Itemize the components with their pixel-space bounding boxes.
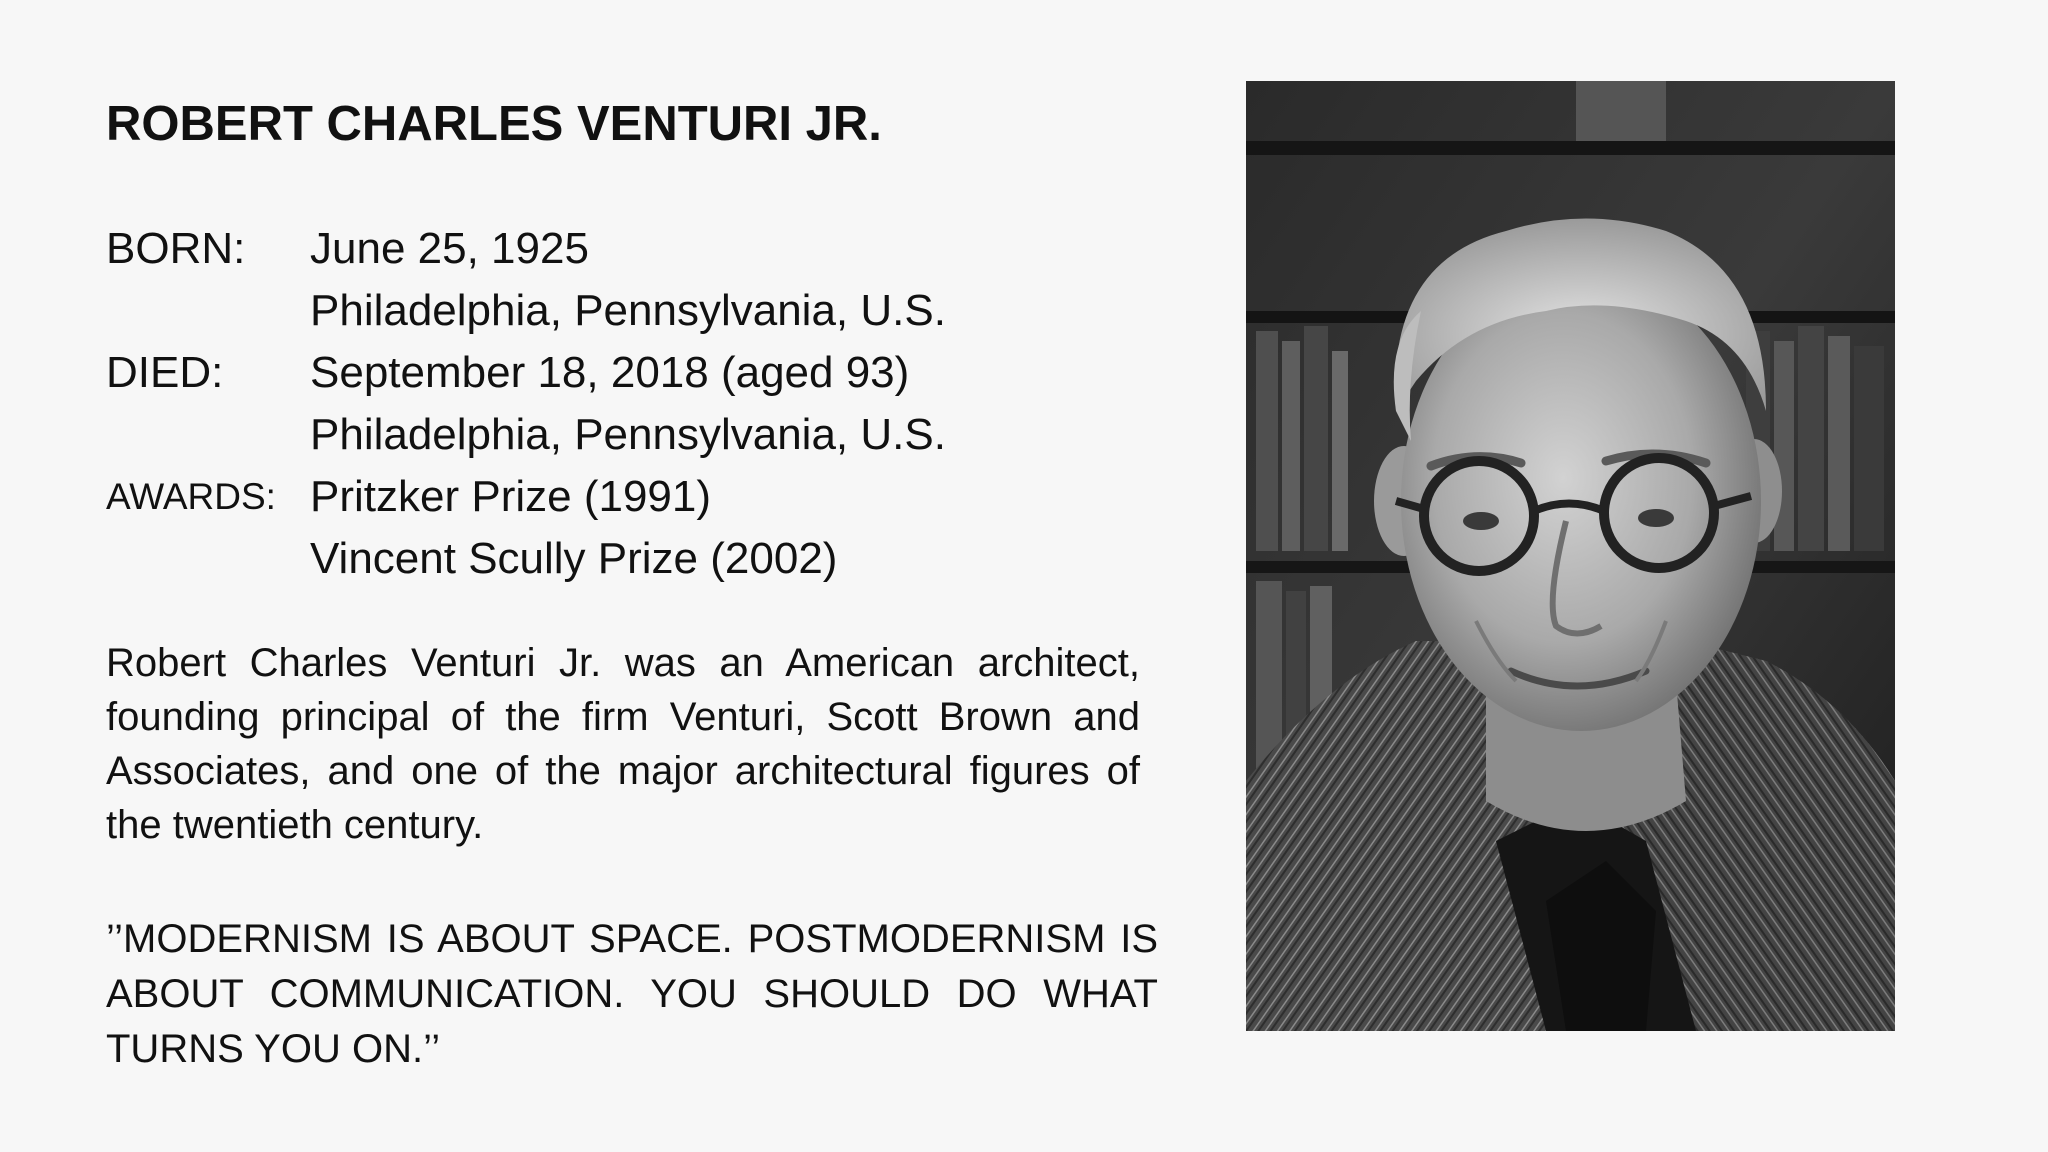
fact-row-born: [106, 218, 1156, 280]
fact-value-died-date: September 18, 2018 (aged 93): [310, 348, 910, 397]
portrait-photo: [1246, 81, 1895, 1031]
fact-row-died-place: [106, 404, 1156, 466]
slide-title: ROBERT CHARLES VENTURI JR.: [106, 97, 882, 151]
fact-value-award-pritzker: Pritzker Prize (1991): [310, 472, 712, 521]
facts-list: [106, 218, 1156, 590]
fact-row-award-2: [106, 528, 1156, 590]
fact-label-awards: AWARDS:: [106, 476, 276, 517]
fact-value-died-place: Philadelphia, Pennsylvania, U.S.: [310, 410, 946, 459]
fact-row-died: [106, 342, 1156, 404]
fact-row-born-place: [106, 280, 1156, 342]
fact-label-born: BORN:: [106, 224, 246, 273]
quote-paragraph: ’’MODERNISM IS ABOUT SPACE. POSTMODERNISM IS ABOUT COMMUNICATION. YOU SHOULD DO WHAT TURNS YOU ON.’’: [106, 917, 1158, 1071]
fact-value-born-date: June 25, 1925: [310, 224, 589, 273]
fact-row-awards: [106, 466, 1156, 528]
fact-value-born-place: Philadelphia, Pennsylvania, U.S.: [310, 286, 946, 335]
fact-value-award-scully: Vincent Scully Prize (2002): [310, 534, 838, 583]
bio-paragraph: Robert Charles Venturi Jr. was an American architect, founding principal of the firm Venturi, Scott Brown and Associates, and one of the major architectural figures of the twentieth century.: [106, 641, 1140, 847]
portrait-photo-icon: [1246, 81, 1895, 1031]
fact-label-died: DIED:: [106, 348, 224, 397]
